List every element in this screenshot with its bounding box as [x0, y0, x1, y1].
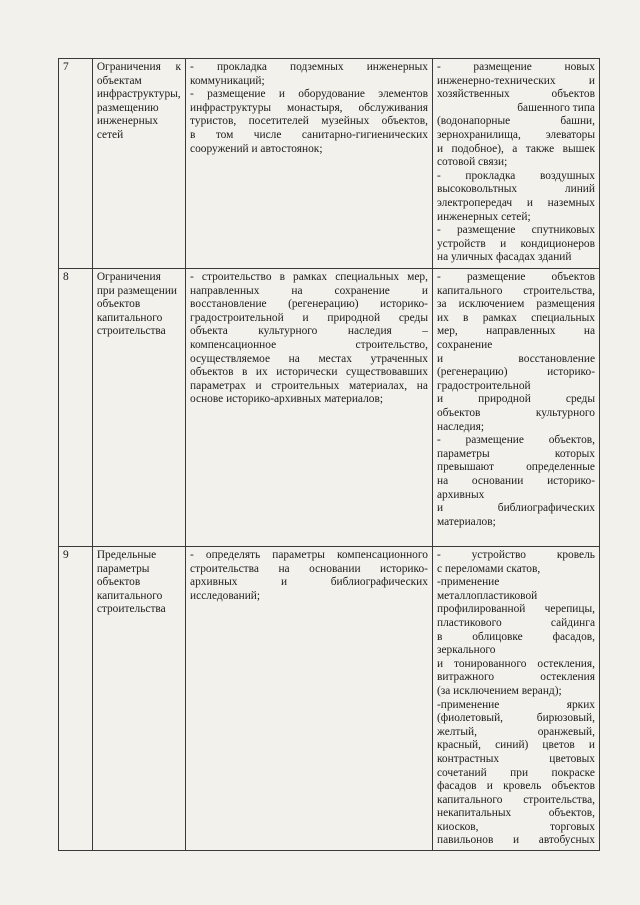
allowed-cell: - прокладка подземных инженерных коммуникаций; - размещение и оборудование элементов инфраструктуры монастыря, обслуживания туристов, посетителей музейных объектов, в том числе санитарно-гигиенических сооружений и автостоянок;: [186, 59, 433, 269]
allowed-cell: - определять параметры компенсационного строительства на основании историко- архивных и библиографических исследований;: [186, 547, 433, 851]
restriction-name: Ограничения к объектам инфраструктуры, размещению инженерных сетей: [92, 59, 185, 269]
table-row-9: [59, 547, 600, 851]
restriction-name: Ограничения при размещении объектов капитального строительства: [92, 269, 185, 547]
row-number: 7: [59, 59, 93, 269]
restriction-name: Предельные параметры объектов капитального строительства: [92, 547, 185, 851]
prohibited-cell: - устройство кровель с переломами скатов, -применение металлопластиковой профилированной черепицы, пластикового сайдинга в облицовке фасадов, зеркального и тонированного остекления, витражного остекления (за исключением веранд); -применение ярких (фиолетовый, бирюзовый, желтый, оранжевый, красный, синий) цветов и контрастных цветовых сочетаний при покраске фасадов и кровель объектов капитального строительства, некапитальных объектов, киосков, торговых павильонов и автобусных: [432, 547, 599, 851]
regulations-table: [58, 58, 600, 851]
row-number: 8: [59, 269, 93, 547]
allowed-cell: - строительство в рамках специальных мер, направленных на сохранение и восстановление (регенерацию) историко- градостроительной и природной среды объекта культурного наследия – компенсационное строительство, осуществляемое на местах утраченных объектов в их исторически существовавших параметрах и строительных материалах, на основе историко-архивных материалов;: [186, 269, 433, 547]
prohibited-cell: - размещение объектов капитального строительства, за исключением размещения их в рамках специальных мер, направленных на сохранение и восстановление (регенерацию) историко- градостроительной и природной среды объектов культурного наследия; - размещение объектов, параметры которых превышают определенные на основании историко- архивных и библиографических материалов;: [432, 269, 599, 547]
prohibited-cell: - размещение новых инженерно-технических и хозяйственных объектов башенного типа (водонапорные башни, зернохранилища, элеваторы и подобное), а также вышек сотовой связи; - прокладка воздушных высоковольтных линий электропередач и наземных инженерных сетей; - размещение спутниковых устройств и кондиционеров на уличных фасадах зданий: [432, 59, 599, 269]
row-number: 9: [59, 547, 93, 851]
table-row-8: [59, 269, 600, 547]
table-row-7: [59, 59, 600, 269]
